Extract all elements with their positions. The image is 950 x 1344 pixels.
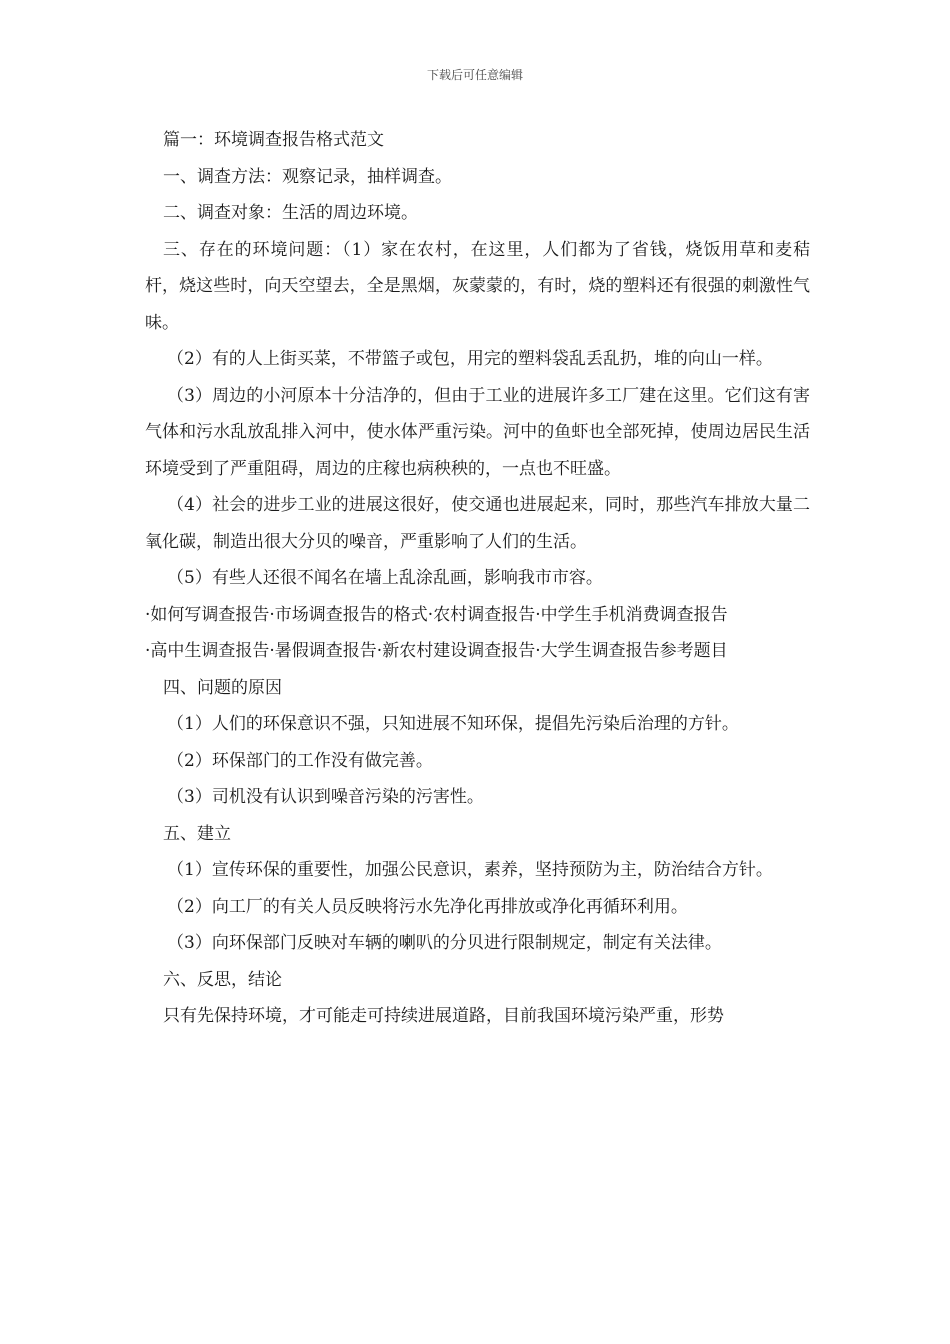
paragraph: 一、调查方法：观察记录，抽样调查。 [163, 166, 452, 187]
paragraph: （2）向工厂的有关人员反映将污水先净化再排放或净化再循环利用。 [167, 896, 688, 917]
section-heading: 四、问题的原因 [163, 677, 282, 698]
paragraph: （5）有些人还很不闻名在墙上乱涂乱画，影响我市市容。 [167, 568, 603, 588]
related-links-line: ·高中生调查报告·暑假调查报告·新农村建设调查报告·大学生调查报告参考题目 [145, 641, 728, 661]
paragraph: 二、调查对象：生活的周边环境。 [163, 203, 418, 223]
paragraph: （4）社会的进步工业的进展这很好，使交通也进展起来，同时，那些汽车排放大量二氧化碳，制造出很大分贝的噪音，严重影响了人们的生活。 [145, 495, 810, 552]
section-heading: 六、反思，结论 [163, 969, 282, 990]
document-body [145, 122, 810, 1035]
paragraph: （3）周边的小河原本十分洁净的，但由于工业的进展许多工厂建在这里。它们这有害气体和污水乱放乱排入河中，使水体严重污染。河中的鱼虾也全部死掉，使周边居民生活环境受到了严重阻碍，周边的庄稼也病秧秧的，一点也不旺盛。 [145, 385, 810, 479]
paragraph: （3）向环保部门反映对车辆的喇叭的分贝进行限制规定，制定有关法律。 [167, 933, 722, 953]
paragraph: 只有先保持环境，才可能走可持续进展道路，目前我国环境污染严重，形势 [163, 1006, 724, 1026]
paragraph: （2）环保部门的工作没有做完善。 [167, 750, 433, 771]
paragraph: （3）司机没有认识到噪音污染的污害性。 [167, 787, 484, 807]
paragraph: （1）宣传环保的重要性，加强公民意识，素养，坚持预防为主，防治结合方针。 [167, 860, 773, 880]
paragraph: （2）有的人上街买菜，不带篮子或包，用完的塑料袋乱丢乱扔，堆的向山一样。 [167, 349, 773, 369]
paragraph: （1）人们的环保意识不强，只知进展不知环保，提倡先污染后治理的方针。 [167, 714, 739, 734]
paragraph: 篇一：环境调查报告格式范文 [163, 130, 384, 150]
paragraph: 三、存在的环境问题：（1）家在农村，在这里，人们都为了省钱，烧饭用草和麦秸杆，烧这些时，向天空望去，全是黑烟，灰蒙蒙的，有时，烧的塑料还有很强的刺激性气味。 [145, 239, 810, 333]
page-header: 下载后可任意编辑 [426, 68, 523, 82]
related-links-line: ·如何写调查报告·市场调查报告的格式·农村调查报告·中学生手机消费调查报告 [145, 604, 728, 625]
section-heading: 五、建立 [163, 823, 231, 844]
